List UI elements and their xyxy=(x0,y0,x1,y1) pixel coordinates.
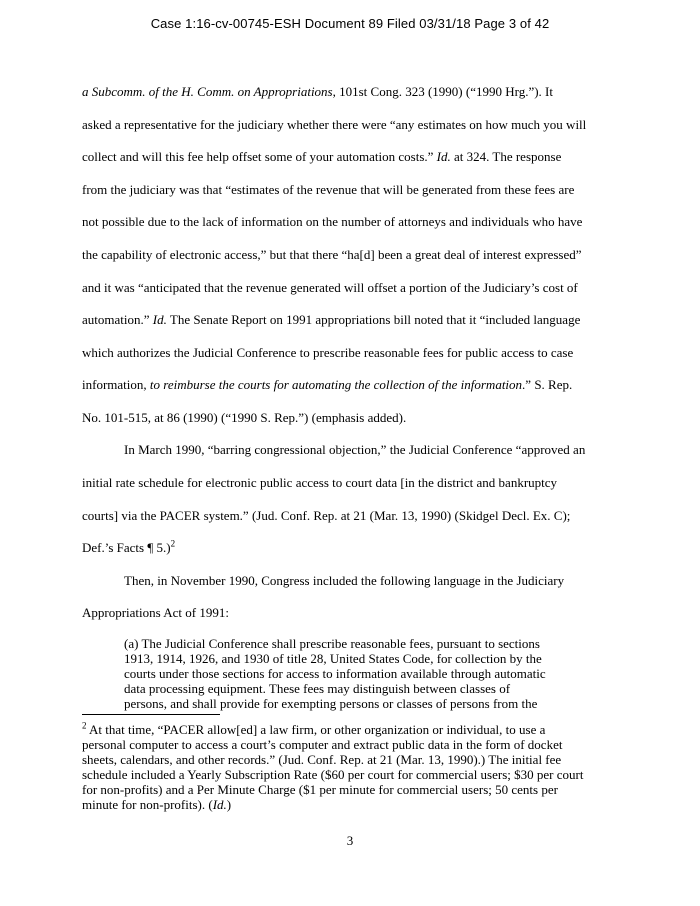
body-line-8 xyxy=(82,312,622,328)
body-line-12: In March 1990, “barring congressional objection,” the Judicial Conference “approved an xyxy=(124,442,586,457)
body-line-11: No. 101-515, at 86 (1990) (“1990 S. Rep.”) (emphasis added). xyxy=(82,410,407,425)
body-line-9: which authorizes the Judicial Conference to prescribe reasonable fees for public access to case xyxy=(82,345,574,360)
body-text: collect and will this fee help offset some of your automation costs.” xyxy=(82,149,437,164)
body-line-14: courts] via the PACER system.” (Jud. Conf. Rep. at 21 (Mar. 13, 1990) (Skidgel Decl. Ex. C); xyxy=(82,508,571,523)
body-line-10 xyxy=(82,377,622,393)
block-quote-line-2: 1913, 1914, 1926, and 1930 of title 28, United States Code, for collection by the xyxy=(124,651,542,666)
footnote-line-2: personal computer to access a court’s computer and extract public data in the form of docket xyxy=(82,737,563,752)
body-line-17: Appropriations Act of 1991: xyxy=(82,605,229,620)
footnote-line-4: schedule included a Yearly Subscription Rate ($60 per court for commercial users; $30 per court xyxy=(82,767,584,782)
id-citation: Id. xyxy=(436,149,451,164)
block-quote-line-1: (a) The Judicial Conference shall prescribe reasonable fees, pursuant to sections xyxy=(124,636,540,651)
footnote-line-3: sheets, calendars, and other records.” (Jud. Conf. Rep. at 21 (Mar. 13, 1990).) The initial fee xyxy=(82,752,562,767)
body-line-5: not possible due to the lack of information on the number of attorneys and individuals who have xyxy=(82,214,583,229)
id-citation: Id. xyxy=(212,797,227,812)
body-line-3 xyxy=(82,149,622,165)
body-text: information, xyxy=(82,377,150,392)
footnote-divider xyxy=(82,714,220,715)
block-quote-line-5: persons, and shall provide for exempting persons or classes of persons from the xyxy=(124,696,538,711)
body-line-6: the capability of electronic access,” but that there “ha[d] been a great deal of interest expressed” xyxy=(82,247,582,262)
body-text: .” S. Rep. xyxy=(522,377,573,392)
body-line-4: from the judiciary was that “estimates of the revenue that will be generated from these fees are xyxy=(82,182,575,197)
footnote-text: At that time, “PACER allow[ed] a law firm, or other organization or individual, to use a xyxy=(86,722,546,737)
id-citation: Id. xyxy=(152,312,167,327)
body-line-2: asked a representative for the judiciary whether there were “any estimates on how much you will xyxy=(82,117,587,132)
body-text: The Senate Report on 1991 appropriations bill noted that it “included language xyxy=(166,312,581,327)
body-text: automation.” xyxy=(82,312,153,327)
block-quote-line-4: data processing equipment. These fees may distinguish between classes of xyxy=(124,681,511,696)
footnote-text: minute for non-profits). ( xyxy=(82,797,213,812)
footnote-reference: 2 xyxy=(170,538,176,549)
footnote-line-5: for non-profits) and a Per Minute Charge ($1 per minute for commercial users; 50 cents per xyxy=(82,782,558,797)
body-line-1 xyxy=(82,84,622,100)
block-quote-line-3: courts under those sections for access to information available through automatic xyxy=(124,666,546,681)
footnote-line-1 xyxy=(82,722,622,737)
body-text: Def.’s Facts ¶ 5.) xyxy=(82,540,171,555)
citation-title: a Subcomm. of the H. Comm. on Appropriations xyxy=(82,84,333,99)
body-line-16: Then, in November 1990, Congress included the following language in the Judiciary xyxy=(124,573,565,588)
footnote-line-6 xyxy=(82,797,622,812)
page-number: 3 xyxy=(346,833,354,848)
emphasized-text: to reimburse the courts for automating the collection of the information xyxy=(149,377,523,392)
footnote-text: ) xyxy=(226,797,232,812)
body-line-15 xyxy=(82,540,622,556)
body-text: at 324. The response xyxy=(450,149,562,164)
body-text: , 101st Cong. 323 (1990) (“1990 Hrg.”). It xyxy=(332,84,553,99)
case-header: Case 1:16-cv-00745-ESH Document 89 Filed 03/31/18 Page 3 of 42 xyxy=(150,16,550,31)
body-line-7: and it was “anticipated that the revenue generated will offset a portion of the Judiciary’s cost of xyxy=(82,280,578,295)
footnote-marker: 2 xyxy=(82,720,87,731)
body-line-13: initial rate schedule for electronic public access to court data [in the district and bankruptcy xyxy=(82,475,558,490)
